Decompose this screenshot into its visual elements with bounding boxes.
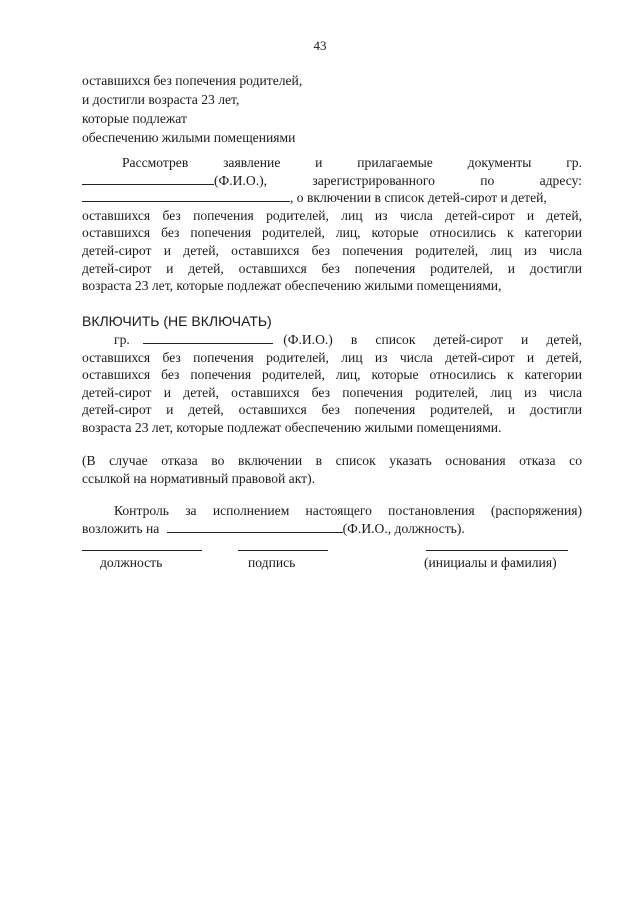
line-text: возложить на: [82, 520, 160, 536]
paragraph-line: оставшихся без попечения родителей, лиц, которые относились к категории: [82, 225, 582, 241]
consideration-paragraph: [82, 154, 582, 295]
line-text: , о включении в список детей-сирот и детей,: [290, 190, 547, 206]
word: прилагаемые: [357, 155, 433, 170]
signature-label: подпись: [248, 555, 296, 570]
line-text: (Ф.И.О., должность).: [342, 520, 465, 536]
name-signature-line[interactable]: [426, 550, 568, 551]
word: по: [480, 172, 495, 188]
paragraph-line: [82, 172, 582, 190]
heading-line: оставшихся без попечения родителей,: [82, 73, 303, 88]
word: документы: [467, 155, 532, 170]
paragraph-line: [82, 154, 582, 172]
paragraph-line: Контроль за исполнением настоящего постановления (распоряжения): [114, 503, 582, 518]
document-heading-block: [82, 71, 302, 147]
word: гр.: [114, 332, 130, 347]
decision-paragraph: [82, 331, 582, 437]
fio-label: (Ф.И.О.),: [214, 172, 268, 188]
paragraph-line: детей-сирот и детей, оставшихся без попечения родителей, лиц из числа: [82, 384, 582, 400]
paragraph-line: возраста 23 лет, которые подлежат обеспечению жилыми помещениями,: [82, 278, 502, 294]
responsible-blank[interactable]: [167, 520, 343, 533]
paragraph-line: [82, 189, 582, 207]
paragraph-line: возраста 23 лет, которые подлежат обеспечению жилыми помещениями.: [82, 419, 502, 435]
fio-blank[interactable]: [82, 172, 214, 185]
word: и: [315, 155, 323, 170]
heading-line: которые подлежат: [82, 111, 187, 126]
paragraph-line: (В случае отказа во включении в список указать основания отказа со: [82, 453, 582, 468]
paragraph-line: детей-сирот и детей, оставшихся без попечения родителей, лиц из числа: [82, 242, 582, 258]
refusal-note: [82, 452, 582, 487]
paragraph-line: ссылкой на нормативный правовой акт).: [82, 470, 315, 486]
page-number: 43: [313, 38, 327, 53]
word: гр.: [566, 155, 582, 170]
fio-blank[interactable]: [143, 331, 273, 344]
paragraph-line: детей-сирот и детей, оставшихся без попечения родителей, и достигли: [82, 402, 582, 418]
line-text: (Ф.И.О.) в список детей-сирот и детей,: [283, 332, 582, 347]
paragraph-line: оставшихся без попечения родителей, лиц из числа детей-сирот и детей,: [82, 349, 582, 365]
paragraph-line: оставшихся без попечения родителей, лиц, которые относились к категории: [82, 367, 582, 383]
position-signature-line[interactable]: [82, 550, 202, 551]
address-blank[interactable]: [82, 189, 290, 202]
heading-line: обеспечению жилыми помещениями: [82, 130, 296, 145]
paragraph-line: оставшихся без попечения родителей, лиц из числа детей-сирот и детей,: [82, 207, 582, 223]
word: заявление: [223, 155, 281, 170]
word: Рассмотрев: [122, 155, 189, 170]
heading-line: и достигли возраста 23 лет,: [82, 92, 240, 107]
paragraph-line: [82, 520, 582, 538]
word: зарегистрированного: [312, 172, 435, 188]
decision-heading: ВКЛЮЧИТЬ (НЕ ВКЛЮЧАТЬ): [82, 313, 272, 329]
paragraph-line: [82, 331, 582, 349]
control-paragraph: [82, 502, 582, 537]
position-label: должность: [100, 555, 163, 570]
word: адресу:: [539, 172, 582, 188]
paragraph-line: детей-сирот и детей, оставшихся без попечения родителей, и достигли: [82, 260, 582, 276]
signature-line[interactable]: [238, 550, 328, 551]
name-label: (инициалы и фамилия): [424, 555, 557, 570]
